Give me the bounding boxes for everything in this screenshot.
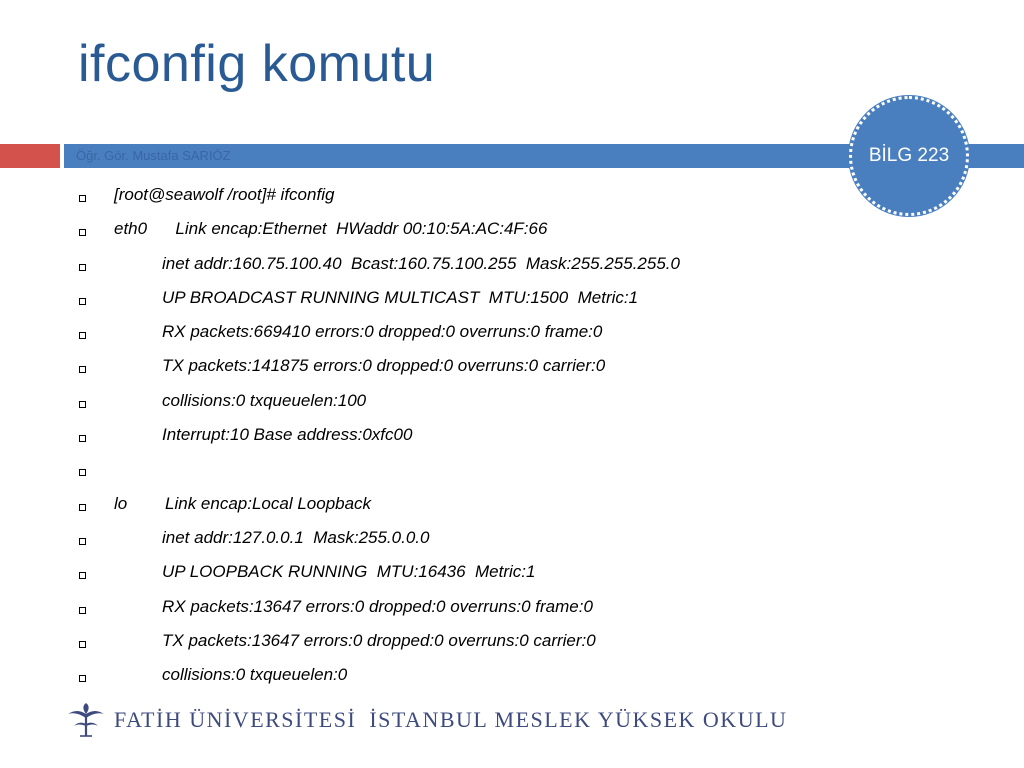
- slide-title: ifconfig komutu: [78, 35, 436, 93]
- list-item-text: RX packets:669410 errors:0 dropped:0 overruns:0 frame:0: [162, 322, 603, 342]
- course-code: BİLG 223: [868, 145, 950, 166]
- list-item-text: Interrupt:10 Base address:0xfc00: [162, 425, 413, 445]
- list-item: [0, 489, 860, 523]
- list-item-text: inet addr:160.75.100.40 Bcast:160.75.100.255 Mask:255.255.255.0: [162, 253, 680, 273]
- list-item: [0, 420, 860, 454]
- bullet-icon: [79, 607, 86, 614]
- bullet-icon: [79, 332, 86, 339]
- list-item: [0, 557, 860, 591]
- bullet-icon: [79, 675, 86, 682]
- list-item: [0, 660, 860, 694]
- bullet-icon: [79, 264, 86, 271]
- command-output-list: [0, 180, 860, 694]
- list-item: [0, 454, 860, 488]
- tulip-logo-icon: [66, 702, 106, 738]
- university-name: FATİH ÜNİVERSİTESİ: [114, 707, 357, 732]
- list-item: [0, 351, 860, 385]
- university-footer-logo: [66, 700, 787, 740]
- bullet-icon: [79, 229, 86, 236]
- bullet-icon: [79, 469, 86, 476]
- bullet-icon: [79, 504, 86, 511]
- bullet-icon: [79, 401, 86, 408]
- list-item: [0, 317, 860, 351]
- list-item: [0, 180, 860, 214]
- list-item: [0, 626, 860, 660]
- list-item-text: [root@seawolf /root]# ifconfig: [114, 185, 335, 204]
- bullet-icon: [79, 572, 86, 579]
- list-item-text: TX packets:141875 errors:0 dropped:0 overruns:0 carrier:0: [162, 356, 606, 376]
- list-item: [0, 386, 860, 420]
- bullet-icon: [79, 641, 86, 648]
- list-item-text: UP LOOPBACK RUNNING MTU:16436 Metric:1: [162, 562, 536, 582]
- author-name: Öğr. Gör. Mustafa SARIÖZ: [76, 148, 231, 163]
- list-item: [0, 523, 860, 557]
- school-name: İSTANBUL MESLEK YÜKSEK OKULU: [369, 707, 788, 732]
- footer-text: [114, 707, 787, 733]
- list-item: [0, 214, 860, 248]
- bullet-icon: [79, 538, 86, 545]
- course-badge: [849, 96, 969, 216]
- list-item-text: collisions:0 txqueuelen:100: [162, 390, 367, 410]
- list-item-text: UP BROADCAST RUNNING MULTICAST MTU:1500 Metric:1: [162, 287, 639, 307]
- bullet-icon: [79, 195, 86, 202]
- list-item: [0, 249, 860, 283]
- list-item-text: RX packets:13647 errors:0 dropped:0 overruns:0 frame:0: [162, 596, 593, 616]
- bullet-icon: [79, 435, 86, 442]
- list-item: [0, 283, 860, 317]
- list-item: [0, 592, 860, 626]
- list-item-text: lo Link encap:Local Loopback: [114, 493, 372, 513]
- list-item-text: inet addr:127.0.0.1 Mask:255.0.0.0: [162, 527, 430, 547]
- bullet-icon: [79, 298, 86, 305]
- accent-band-red: [0, 144, 60, 168]
- bullet-icon: [79, 366, 86, 373]
- list-item-text: TX packets:13647 errors:0 dropped:0 overruns:0 carrier:0: [162, 630, 596, 650]
- list-item-text: eth0 Link encap:Ethernet HWaddr 00:10:5A:AC:4F:66: [114, 219, 548, 239]
- list-item-text: collisions:0 txqueuelen:0: [162, 665, 348, 685]
